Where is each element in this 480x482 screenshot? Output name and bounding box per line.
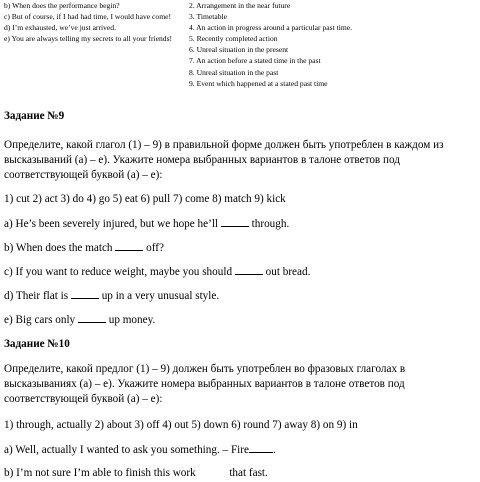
- task9-instruction-line1: Определите, какой глагол (1) – 9) в правильной форме должен быть употреблен в каждом из: [4, 139, 444, 151]
- item-text: out bread.: [265, 266, 311, 278]
- task9-heading: Задание №9: [4, 110, 65, 122]
- answer-blank[interactable]: [249, 442, 273, 453]
- task9-instruction-line2: высказываний (а) – е). Укажите номера выбранных вариантов в талоне ответов под: [4, 154, 400, 166]
- meaning-4: 4. An action in progress around a particular past time.: [189, 23, 353, 33]
- task9-item-e: [4, 312, 155, 329]
- item-text: b) When does the match: [4, 242, 113, 254]
- meaning-8: 8. Unreal situation in the past: [189, 67, 279, 77]
- meaning-5: 5. Recently completed action: [189, 34, 278, 44]
- task9-options: 1) cut 2) act 3) do 4) go 5) eat 6) pull 7) come 8) match 9) kick: [4, 193, 286, 205]
- task9-item-b: [4, 240, 164, 257]
- meanings-column: [189, 0, 479, 89]
- meaning-6: 6. Unreal situation in the present: [189, 45, 289, 55]
- item-text: c) If you want to reduce weight, maybe you should: [4, 266, 233, 278]
- answer-blank[interactable]: [71, 288, 99, 299]
- task9-item-d: [4, 288, 219, 305]
- sentence-c: c) But of course, if I had had time, I would have come!: [4, 12, 172, 22]
- item-text: .: [272, 444, 276, 456]
- item-text: e) Big cars only: [4, 314, 76, 326]
- sentence-d: d) I’m exhausted, we’ve just arrived.: [4, 23, 116, 33]
- meaning-3: 3. Timetable: [189, 12, 227, 22]
- task10-instruction-line2: высказываниях (а) – е). Укажите номера выбранных вариантов в талоне ответов под: [4, 378, 405, 390]
- item-text: a) He’s been severely injured, but we hope he’ll: [4, 218, 219, 230]
- meaning-9: 9. Event which happened at a stated past time: [189, 78, 328, 88]
- item-text: d) Their flat is: [4, 290, 69, 302]
- answer-blank[interactable]: [78, 312, 106, 323]
- task10-options: 1) through, actually 2) about 3) off 4) out 5) down 6) round 7) away 8) on 9) in: [4, 419, 358, 431]
- meaning-2: 2. Arrangement in the near future: [189, 1, 291, 10]
- task9-item-c: [4, 264, 310, 281]
- task10-instruction-line3: соответствующей буквой (а) – е):: [4, 393, 163, 405]
- item-text: that fast.: [229, 467, 268, 479]
- item-text: through.: [251, 218, 290, 230]
- sentence-e: e) You are always telling my secrets to all your friends!: [4, 34, 173, 44]
- task10-heading: Задание №10: [4, 338, 70, 350]
- answer-blank[interactable]: [235, 264, 263, 275]
- answer-blank[interactable]: [115, 240, 143, 251]
- meaning-7: 7. An action before a stated time in the past: [189, 56, 321, 66]
- task9-instruction-line3: соответствующей буквой (а) – е):: [4, 169, 163, 181]
- answer-blank[interactable]: [221, 216, 249, 227]
- sentences-column: [4, 0, 194, 44]
- item-text: off?: [146, 242, 164, 254]
- item-text: up money.: [108, 314, 156, 326]
- task10-instruction-line1: Определите, какой предлог (1) – 9) должен быть употреблен во фразовых глаголах в: [4, 363, 406, 375]
- item-text: a) Well, actually I wanted to ask you something. – Fire: [4, 444, 249, 456]
- task9-item-a: [4, 216, 289, 233]
- answer-blank[interactable]: [199, 466, 227, 476]
- task10-item-a: [4, 442, 276, 459]
- item-text: b) I’m not sure I’m able to finish this work: [4, 467, 196, 479]
- task10-item-b: [4, 466, 268, 482]
- item-text: up in a very unusual style.: [101, 290, 220, 302]
- sentence-b: b) When does the performance begin?: [4, 1, 120, 10]
